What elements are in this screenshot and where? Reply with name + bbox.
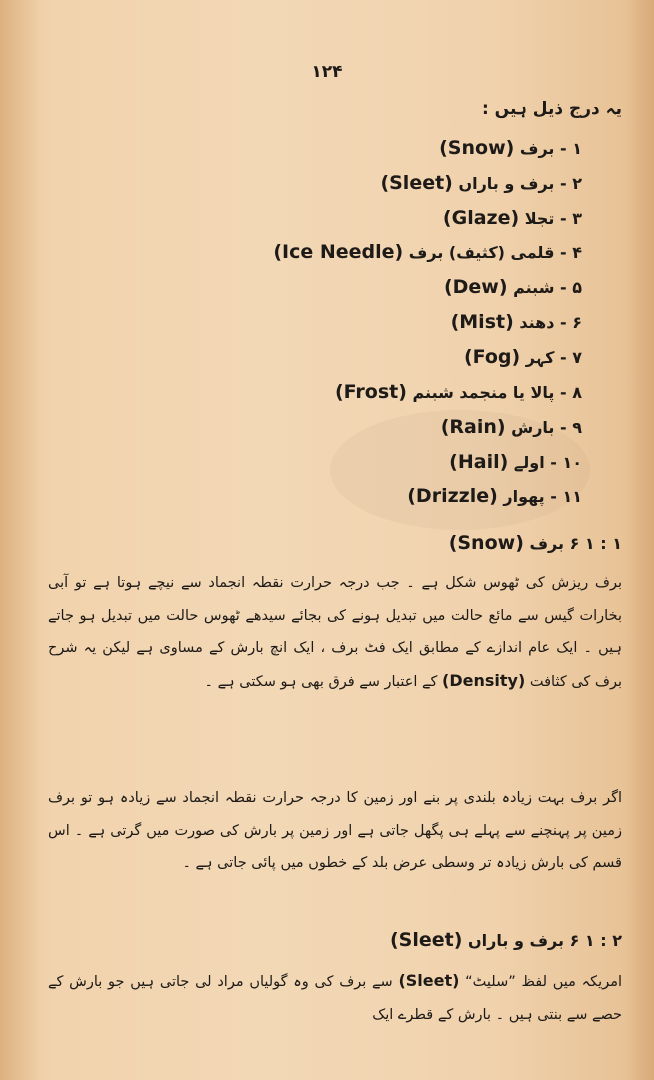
paper-stain bbox=[624, 0, 654, 1080]
paragraph: اگر برف بہت زیادہ بلندی پر بنے اور زمین کا درجہ حرارت نقطہ انجماد سے زیادہ ہو تو برف زمین پر پہنچنے سے پہلے ہی پگھل جاتی ہے اور زمین پر بارش کی صورت میں گرتی ہے ۔ اس قسم کی بارش زیادہ تر وسطی عرض بلد کے خطوں میں پائی جاتی ہے ۔ bbox=[48, 790, 622, 871]
list-item: ۷ - کہر (Fog) bbox=[463, 346, 582, 368]
list-item: ۴ - قلمی (کثیف) برف (Ice Needle) bbox=[273, 241, 582, 263]
list-item: ۸ - پالا یا منجمد شبنم (Frost) bbox=[334, 381, 582, 403]
list-item: ۵ - شبنم (Dew) bbox=[443, 276, 582, 298]
list-item: ۱ - برف (Snow) bbox=[439, 137, 582, 159]
list-item: ۲ - برف و باراں (Sleet) bbox=[380, 172, 582, 194]
page-number: ۱۲۴ bbox=[311, 62, 343, 82]
paragraph: امریکہ میں لفظ ”سلیٹ“ (Sleet) سے برف کی وہ گولیاں مراد لی جاتی ہیں جو بارش کے حصے سے بنتی ہیں ۔ بارش کے قطرے ایک bbox=[48, 971, 622, 1023]
paper-stain bbox=[0, 0, 40, 1080]
list-item: ۹ - بارش (Rain) bbox=[440, 416, 582, 438]
list-item: ۳ - تجلا (Glaze) bbox=[442, 207, 582, 229]
section-heading-snow: ۱ : ۱ ۶ برف (Snow) bbox=[448, 532, 622, 554]
section-heading-sleet: ۲ : ۱ ۶ برف و باراں (Sleet) bbox=[390, 929, 622, 951]
paragraph: برف ریزش کی ٹھوس شکل ہے ۔ جب درجہ حرارت نقطہ انجماد سے نیچے ہوتا ہے تو آبی بخارات گیس سے مائع حالت میں تبدیل ہونے کی بجائے سیدھے ٹھوس حالت میں تبدیل ہو جاتے ہیں ۔ ایک عام اندازے کے مطابق ایک فٹ برف ، ایک انچ بارش کے مساوی ہے لیکن یہ شرح برف کی کثافت (Density) کے اعتبار سے فرق بھی ہو سکتی ہے ۔ bbox=[48, 575, 622, 690]
list-item: ۶ - دھند (Mist) bbox=[450, 311, 582, 333]
list-item: ۱۰ - اولے (Hail) bbox=[449, 451, 582, 473]
list-item: ۱۱ - پھوار (Drizzle) bbox=[407, 485, 582, 507]
intro-text: یہ درج ذیل ہیں : bbox=[481, 99, 622, 119]
